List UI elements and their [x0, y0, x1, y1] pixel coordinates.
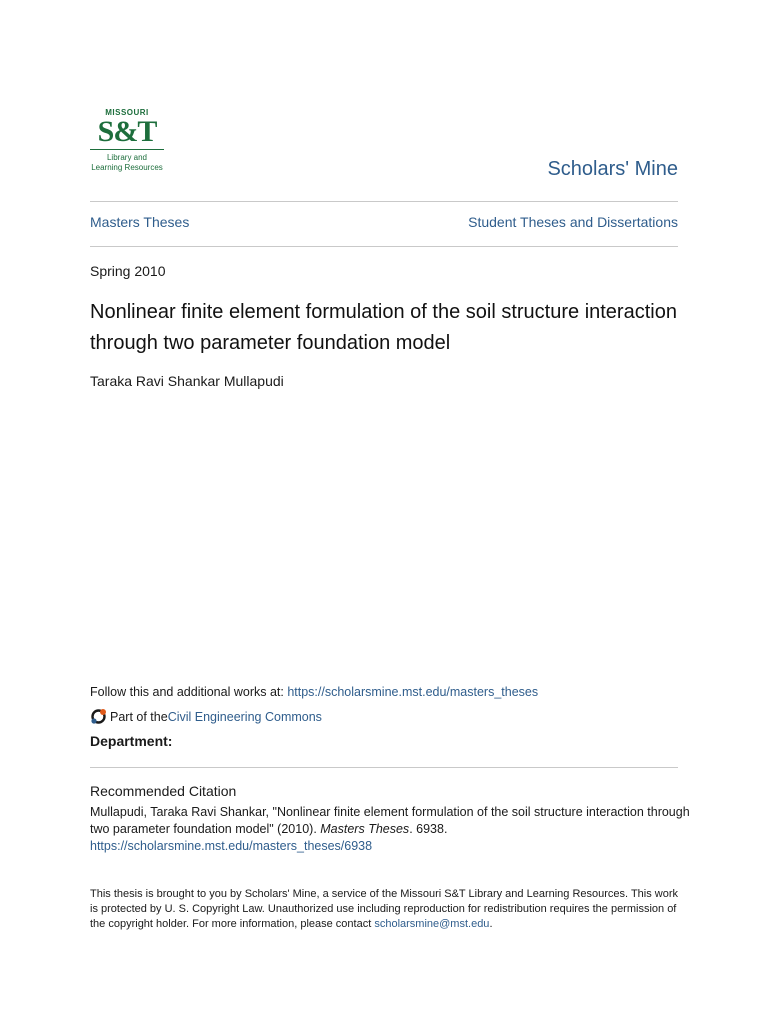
- student-theses-dissertations-link[interactable]: Student Theses and Dissertations: [468, 214, 678, 230]
- follow-works-line: [90, 685, 538, 699]
- recommended-citation-heading: Recommended Citation: [90, 783, 237, 799]
- citation-text-b: . 6938.: [409, 822, 448, 836]
- copyright-notice: [90, 887, 680, 932]
- logo-learning-resources-text: Learning Resources: [91, 163, 163, 172]
- copyright-text: This thesis is brought to you by Scholars' Mine, a service of the Missouri S&T Library and Learning Resources. This work is protected by U. S. Copyright Law. Unauthorized use including reproduction for redistribution requires the permission of the copyright holder. For more information, please contact: [90, 888, 679, 930]
- citation-url-link[interactable]: https://scholarsmine.mst.edu/masters_theses/6938: [90, 839, 373, 853]
- part-of-prefix: Part of the: [110, 709, 168, 724]
- citation-text-a: Mullapudi, Taraka Ravi Shankar, "Nonlinear finite element formulation of the soil structure interaction through two parameter foundation model" (2010).: [90, 805, 690, 836]
- copyright-end: .: [489, 918, 493, 930]
- publication-date: Spring 2010: [90, 263, 166, 279]
- logo-library-text: Library and: [106, 153, 148, 162]
- citation-divider: [90, 767, 678, 768]
- department-label: Department:: [90, 733, 173, 749]
- nav-divider: [90, 246, 678, 247]
- network-commons-icon: [90, 708, 107, 725]
- scholars-mine-link[interactable]: Scholars' Mine: [547, 158, 678, 180]
- civil-engineering-commons-link[interactable]: Civil Engineering Commons: [167, 709, 322, 724]
- missouri-st-library-logo[interactable]: [90, 108, 164, 182]
- logo-st-text: S&T: [97, 115, 157, 148]
- follow-prefix: Follow this and additional works at:: [90, 685, 288, 699]
- thesis-title: Nonlinear finite element formulation of the soil structure interaction through two parameter foundation model: [90, 301, 677, 354]
- part-of-line: [90, 708, 322, 725]
- thesis-author: Taraka Ravi Shankar Mullapudi: [90, 373, 284, 389]
- masters-theses-link[interactable]: Masters Theses: [90, 214, 190, 230]
- contact-email-link[interactable]: scholarsmine@mst.edu: [374, 918, 490, 930]
- masters-theses-url-link[interactable]: https://scholarsmine.mst.edu/masters_theses: [287, 685, 539, 699]
- logo-missouri-text: MISSOURI: [105, 108, 149, 117]
- top-divider: [90, 201, 678, 202]
- logo-rule: [90, 149, 164, 150]
- recommended-citation-text: [90, 804, 690, 855]
- citation-series-italic: Masters Theses: [320, 822, 410, 836]
